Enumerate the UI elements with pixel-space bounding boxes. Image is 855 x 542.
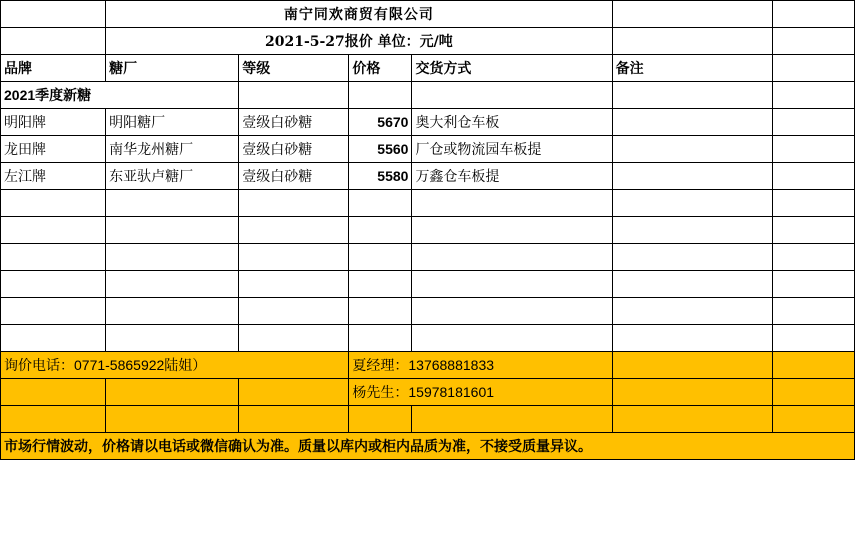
cell-remark <box>612 109 772 136</box>
empty-cell <box>349 217 412 244</box>
season-label: 2021季度新糖 <box>1 82 239 109</box>
empty-cell <box>612 325 772 352</box>
empty-cell <box>239 271 349 298</box>
company-title: 南宁同欢商贸有限公司 <box>106 1 613 28</box>
cell-remark <box>612 136 772 163</box>
cell-factory: 东亚驮卢糖厂 <box>106 163 239 190</box>
empty-cell <box>239 190 349 217</box>
empty-cell <box>772 190 854 217</box>
title-row <box>1 1 855 28</box>
empty-cell <box>772 244 854 271</box>
cell-factory: 明阳糖厂 <box>106 109 239 136</box>
cell-brand: 左江牌 <box>1 163 106 190</box>
cell-grade: 壹级白砂糖 <box>239 136 349 163</box>
subtitle-spacer-right <box>612 28 772 55</box>
empty-cell <box>612 298 772 325</box>
cell-extra <box>772 109 854 136</box>
empty-cell <box>349 271 412 298</box>
header-delivery: 交货方式 <box>412 55 612 82</box>
contact-blank-remark-2 <box>612 379 772 406</box>
empty-cell <box>412 298 612 325</box>
empty-cell <box>1 190 106 217</box>
empty-cell <box>349 190 412 217</box>
header-grade: 等级 <box>239 55 349 82</box>
cell-remark <box>612 163 772 190</box>
empty-cell <box>349 325 412 352</box>
season-blank-price <box>349 82 412 109</box>
empty-cell <box>106 298 239 325</box>
contact-blank-brand <box>1 379 106 406</box>
cell-price: 5670 <box>349 109 412 136</box>
quote-subtitle: 2021-5-27报价 单位：元/吨 <box>106 28 613 55</box>
cell-delivery: 奥大利仓车板 <box>412 109 612 136</box>
empty-cell <box>612 190 772 217</box>
empty-cell <box>772 271 854 298</box>
contact-empty-cell <box>612 406 772 433</box>
season-row <box>1 82 855 109</box>
season-blank-grade <box>239 82 349 109</box>
empty-cell <box>106 244 239 271</box>
contact-row-yang <box>1 379 855 406</box>
contact-empty-cell <box>1 406 106 433</box>
cell-brand: 明阳牌 <box>1 109 106 136</box>
contact-empty-cell <box>412 406 612 433</box>
empty-cell <box>1 217 106 244</box>
header-factory: 糖厂 <box>106 55 239 82</box>
empty-cell <box>772 217 854 244</box>
empty-cell <box>1 244 106 271</box>
cell-grade: 壹级白砂糖 <box>239 109 349 136</box>
empty-cell <box>412 244 612 271</box>
contact-empty-cell <box>239 406 349 433</box>
contact-row-empty <box>1 406 855 433</box>
empty-row <box>1 298 855 325</box>
mr-yang-contact: 杨先生：15978181601 <box>349 379 612 406</box>
title-spacer-right <box>612 1 772 28</box>
contact-empty-cell <box>106 406 239 433</box>
subtitle-spacer-far-right <box>772 28 854 55</box>
contact-blank-grade <box>239 379 349 406</box>
cell-extra <box>772 163 854 190</box>
empty-cell <box>412 217 612 244</box>
subtitle-spacer-left <box>1 28 106 55</box>
title-spacer-left <box>1 1 106 28</box>
subtitle-row <box>1 28 855 55</box>
empty-cell <box>412 325 612 352</box>
empty-cell <box>106 271 239 298</box>
market-notice: 市场行情波动，价格请以电话或微信确认为准。质量以库内或柜内品质为准，不接受质量异议。 <box>1 433 855 460</box>
empty-cell <box>1 325 106 352</box>
cell-price: 5580 <box>349 163 412 190</box>
season-blank-delivery <box>412 82 612 109</box>
header-price: 价格 <box>349 55 412 82</box>
table-row <box>1 109 855 136</box>
notice-row <box>1 433 855 460</box>
empty-row <box>1 244 855 271</box>
inquiry-phone: 询价电话：0771-5865922陆姐） <box>1 352 349 379</box>
empty-cell <box>1 298 106 325</box>
empty-cell <box>412 190 612 217</box>
season-blank-extra <box>772 82 854 109</box>
contact-blank-factory <box>106 379 239 406</box>
empty-cell <box>1 271 106 298</box>
title-spacer-far-right <box>772 1 854 28</box>
contact-blank-extra-2 <box>772 379 854 406</box>
cell-factory: 南华龙州糖厂 <box>106 136 239 163</box>
empty-cell <box>239 217 349 244</box>
empty-row <box>1 325 855 352</box>
contact-empty-cell <box>772 406 854 433</box>
empty-cell <box>612 217 772 244</box>
empty-cell <box>772 325 854 352</box>
empty-row <box>1 271 855 298</box>
empty-row <box>1 217 855 244</box>
empty-cell <box>772 298 854 325</box>
table-row <box>1 163 855 190</box>
contact-blank-remark <box>612 352 772 379</box>
season-blank-remark <box>612 82 772 109</box>
empty-cell <box>106 190 239 217</box>
contact-row-inquiry <box>1 352 855 379</box>
empty-cell <box>349 244 412 271</box>
empty-cell <box>349 298 412 325</box>
empty-cell <box>612 271 772 298</box>
header-brand: 品牌 <box>1 55 106 82</box>
empty-cell <box>106 217 239 244</box>
header-extra <box>772 55 854 82</box>
empty-cell <box>612 244 772 271</box>
empty-cell <box>239 244 349 271</box>
table-row <box>1 136 855 163</box>
table-header-row <box>1 55 855 82</box>
cell-delivery: 万鑫仓车板提 <box>412 163 612 190</box>
cell-brand: 龙田牌 <box>1 136 106 163</box>
manager-xia-contact: 夏经理：13768881833 <box>349 352 612 379</box>
empty-cell <box>239 298 349 325</box>
cell-delivery: 厂仓或物流园车板提 <box>412 136 612 163</box>
contact-empty-cell <box>349 406 412 433</box>
empty-cell <box>239 325 349 352</box>
contact-blank-extra <box>772 352 854 379</box>
cell-price: 5560 <box>349 136 412 163</box>
empty-cell <box>106 325 239 352</box>
header-remark: 备注 <box>612 55 772 82</box>
empty-row <box>1 190 855 217</box>
cell-extra <box>772 136 854 163</box>
empty-cell <box>412 271 612 298</box>
cell-grade: 壹级白砂糖 <box>239 163 349 190</box>
